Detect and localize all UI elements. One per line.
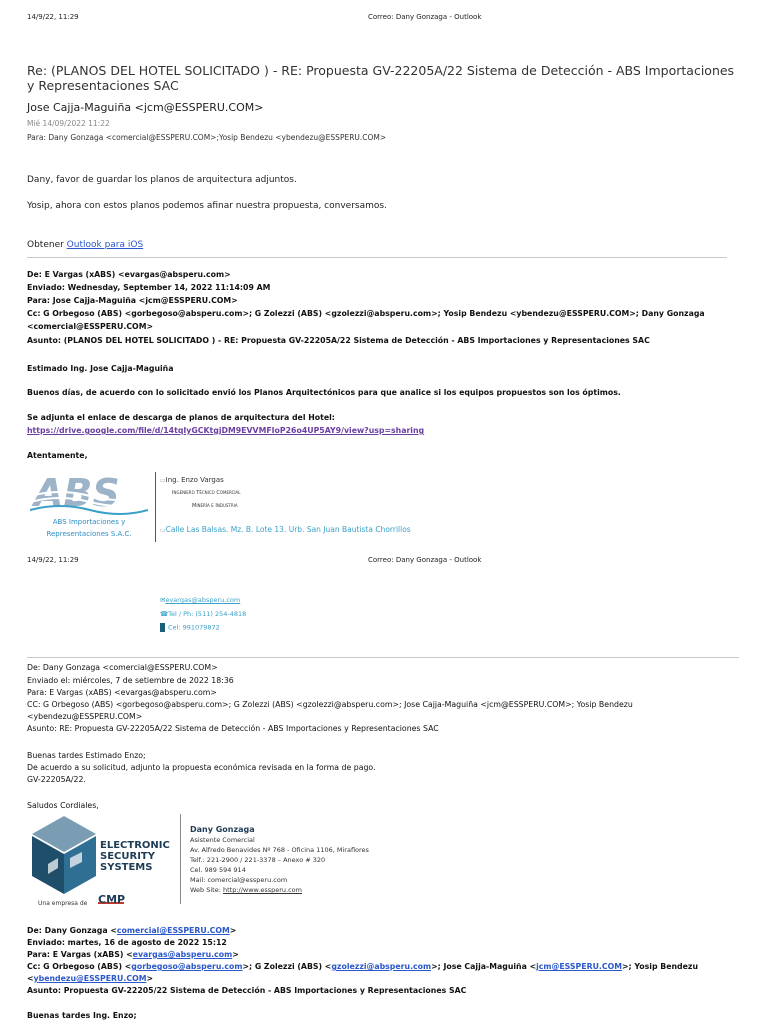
abs-signer-dept: Minería e Industria	[192, 503, 238, 509]
ess-website-prefix: Web Site:	[190, 886, 223, 894]
divider	[27, 257, 727, 258]
q3-to-prefix: Para: E Vargas (xABS) <	[27, 950, 133, 959]
q3-cc-c: >; Jose Cajja-Maguiña <	[431, 962, 537, 971]
mobile-icon	[160, 623, 165, 632]
q1-subject: Asunto: (PLANOS DEL HOTEL SOLICITADO ) - RE: Propuesta GV-22205A/22 Sistema de Detección - ABS Importaciones y Representaciones SAC	[27, 336, 650, 345]
obtain-outlook	[27, 240, 143, 250]
abs-cell-text: Cel: 991079872	[168, 623, 220, 632]
abs-signer-role: Ingeniero Técnico Comercial	[172, 490, 241, 496]
q1-paragraph-1: Buenos días, de acuerdo con lo solicitado envió los Planos Arquitectónicos para que analice si los equipos propuestos son los óptimos.	[27, 388, 621, 397]
q3-line-1: Buenas tardes Ing. Enzo;	[27, 1011, 137, 1020]
q3-to-link[interactable]: evargas@absperu.com	[132, 950, 233, 959]
ess-website	[190, 886, 302, 894]
body-line-2: Yosip, ahora con estos planos podemos afinar nuestra propuesta, conversamos.	[27, 201, 387, 211]
q3-cc-b: >; G Zolezzi (ABS) <	[242, 962, 332, 971]
abs-phone	[160, 610, 246, 618]
q3-from-link[interactable]: comercial@ESSPERU.COM	[116, 926, 230, 935]
q3-sent: Enviado: martes, 16 de agosto de 2022 15:12	[27, 938, 227, 947]
q1-paragraph-2: Se adjunta el enlace de descarga de planos de arquitectura del Hotel:	[27, 413, 335, 422]
q1-sent: Enviado: Wednesday, September 14, 2022 11:14:09 AM	[27, 283, 271, 292]
abs-logo	[30, 470, 148, 516]
cmp-logo	[98, 888, 124, 904]
divider-2	[27, 657, 739, 658]
q1-greeting: Estimado Ing. Jose Cajja-Maguiña	[27, 364, 174, 373]
ess-phone: Telf.: 221-2900 / 221-3378 – Anexo # 320	[190, 856, 326, 864]
abs-cell	[160, 623, 220, 632]
q1-cc: Cc: G Orbegoso (ABS) <gorbegoso@absperu.com>; G Zolezzi (ABS) <gzolezzi@absperu.com>; Yosip Bendezu <ybendezu@ESSPERU.COM>; Dany Gonzaga	[27, 309, 705, 318]
print-datetime-2: 14/9/22, 11:29	[27, 556, 79, 564]
ess-logo-mark	[30, 814, 98, 896]
q2-line-3: GV-22205A/22.	[27, 775, 86, 784]
q3-cc-link-1[interactable]: gorbegoso@absperu.com	[131, 962, 243, 971]
ess-website-link[interactable]: http://www.essperu.com	[222, 886, 302, 894]
body-line-1: Dany, favor de guardar los planos de arquitectura adjuntos.	[27, 175, 297, 185]
obtain-prefix: Obtener	[27, 240, 67, 250]
outlook-ios-link[interactable]: Outlook para iOS	[66, 240, 144, 250]
abs-signer-name	[160, 476, 224, 484]
q3-subject: Asunto: Propuesta GV-22205/22 Sistema de Detección - ABS Importaciones y Representaciones SAC	[27, 986, 467, 995]
image-icon: ▭	[160, 527, 166, 534]
q3-from-prefix: De: Dany Gonzaga <	[27, 926, 117, 935]
abs-email-link[interactable]: evargas@absperu.com	[165, 596, 241, 604]
print-datetime: 14/9/22, 11:29	[27, 13, 79, 21]
q2-sent: Enviado el: miércoles, 7 de setiembre de 2022 18:36	[27, 676, 234, 685]
email-recipients[interactable]: Para: Dany Gonzaga <comercial@ESSPERU.COM>;Yosip Bendezu <ybendezu@ESSPERU.COM>	[27, 133, 387, 142]
q3-from-suffix: >	[229, 926, 237, 935]
abs-company-line1: ABS Importaciones y	[52, 518, 126, 526]
abs-company-line2: Representaciones S.A.C.	[46, 530, 132, 538]
ess-logo-line2: SECURITY	[100, 851, 155, 862]
q3-cc2-a: <	[27, 974, 34, 983]
drive-link[interactable]: https://drive.google.com/file/d/14tqIyGCKtgjDM9EVVMFIoP26o4UP5AY9/view?usp=sharing	[27, 426, 425, 435]
q3-cc2-link[interactable]: ybendezu@ESSPERU.COM	[33, 974, 147, 983]
image-icon: ▭	[160, 477, 166, 484]
q2-cc: CC: G Orbegoso (ABS) <gorbegoso@absperu.com>; G Zolezzi (ABS) <gzolezzi@absperu.com>; Jose Cajja-Maguiña <jcm@ESSPERU.COM>; Yosip Bendezu	[27, 700, 633, 709]
q2-subject: Asunto: RE: Propuesta GV-22205A/22 Sistema de Detección - ABS Importaciones y Representaciones SAC	[27, 724, 439, 733]
q3-cc2-b: >	[146, 974, 154, 983]
q1-from: De: E Vargas (xABS) <evargas@absperu.com>	[27, 270, 231, 279]
email-date: Mié 14/09/2022 11:22	[27, 119, 110, 128]
ess-logo-text	[100, 840, 170, 873]
abs-email	[160, 596, 240, 604]
cmp-logo-text: CMP	[98, 893, 126, 906]
abs-name-text: Ing. Enzo Vargas	[165, 476, 224, 484]
ess-signer-name: Dany Gonzaga	[190, 825, 255, 834]
ess-separator	[180, 814, 181, 904]
abs-company	[30, 516, 148, 540]
print-title-2: Correo: Dany Gonzaga - Outlook	[368, 556, 482, 564]
abs-logo-text: ABS	[34, 471, 120, 515]
ess-address: Av. Alfredo Benavides Nº 768 - Oficina 1106, Miraflores	[190, 846, 369, 854]
phone-icon: ☎	[160, 610, 169, 618]
q2-cc-cont: <ybendezu@ESSPERU.COM>	[27, 712, 143, 721]
q3-cc-link-2[interactable]: gzolezzi@absperu.com	[331, 962, 432, 971]
q1-cc-cont: <comercial@ESSPERU.COM>	[27, 322, 153, 331]
ess-empresa: Una empresa de	[38, 900, 88, 907]
q3-to-suffix: >	[232, 950, 239, 959]
q3-cc-a: Cc: G Orbegoso (ABS) <	[27, 962, 132, 971]
q3-cc-d: >; Yosip Bendezu	[622, 962, 699, 971]
q2-line-2: De acuerdo a su solicitud, adjunto la propuesta económica revisada en la forma de pago.	[27, 763, 376, 772]
sig-separator	[155, 472, 156, 542]
q2-closing: Saludos Cordiales,	[27, 801, 99, 810]
q3-cc-link-3[interactable]: jcm@ESSPERU.COM	[536, 962, 622, 971]
q2-line-1: Buenas tardes Estimado Enzo;	[27, 751, 146, 760]
ess-mail: Mail: comercial@essperu.com	[190, 876, 288, 884]
abs-address	[160, 525, 411, 534]
email-from[interactable]: Jose Cajja-Maguiña <jcm@ESSPERU.COM>	[27, 101, 264, 114]
email-subject: Re: (PLANOS DEL HOTEL SOLICITADO ) - RE: Propuesta GV-22205A/22 Sistema de Detección - ABS Importaciones y Representaciones SAC	[27, 63, 735, 93]
q1-to: Para: Jose Cajja-Maguiña <jcm@ESSPERU.COM>	[27, 296, 238, 305]
print-title: Correo: Dany Gonzaga - Outlook	[368, 13, 482, 21]
ess-logo-line3: SYSTEMS	[100, 862, 153, 873]
q1-closing: Atentamente,	[27, 451, 88, 460]
mail-icon: ✉	[160, 596, 166, 604]
ess-cell: Cel. 989 594 914	[190, 866, 246, 874]
ess-logo-line1: ELECTRONIC	[100, 840, 170, 851]
q2-from: De: Dany Gonzaga <comercial@ESSPERU.COM>	[27, 663, 218, 672]
ess-signer-role: Asistente Comercial	[190, 836, 255, 844]
q2-to: Para: E Vargas (xABS) <evargas@absperu.com>	[27, 688, 217, 697]
abs-address-text: Calle Las Balsas. Mz. B. Lote 13. Urb. San Juan Bautista Chorrillos	[165, 525, 411, 534]
abs-phone-text: Tel / Ph: (511) 254-4818	[168, 610, 247, 618]
